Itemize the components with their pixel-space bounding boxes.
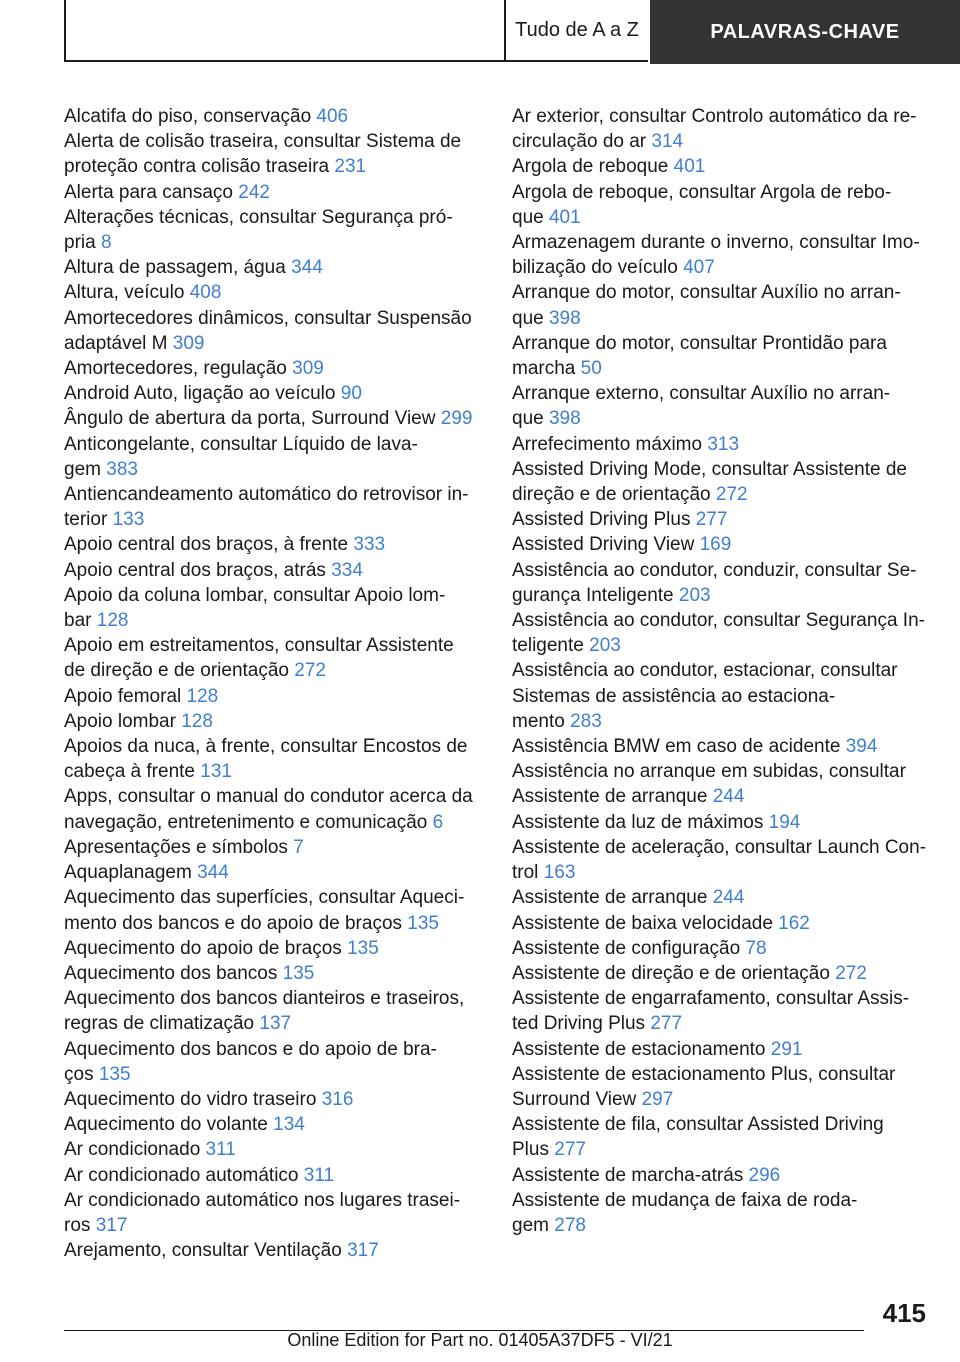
page-reference-link[interactable]: 272 bbox=[715, 484, 748, 506]
index-entry bbox=[512, 154, 932, 179]
index-entry-text: Assistência ao condutor, consultar Segurança In- bbox=[512, 610, 925, 632]
page-reference-link[interactable]: 194 bbox=[768, 811, 801, 833]
page-reference-link[interactable]: 316 bbox=[321, 1088, 354, 1110]
index-entry bbox=[512, 608, 932, 658]
page-reference-link[interactable]: 135 bbox=[98, 1063, 131, 1085]
index-entry bbox=[512, 1112, 932, 1162]
index-entry-text: Alerta de colisão traseira, consultar Sistema de bbox=[64, 131, 462, 153]
index-entry bbox=[64, 684, 484, 709]
index-entry-text: Apoio da coluna lombar, consultar Apoio lom- bbox=[64, 584, 446, 606]
page-reference-link[interactable]: 313 bbox=[707, 433, 740, 455]
index-entry bbox=[512, 180, 932, 230]
index-entry bbox=[64, 381, 484, 406]
index-entry bbox=[512, 104, 932, 154]
index-entry bbox=[512, 734, 932, 759]
index-entry-text: Assistente de arranque 244 bbox=[512, 887, 745, 909]
index-entry-text: Assistente de estacionamento 291 bbox=[512, 1038, 803, 1060]
index-entry-text: Amortecedores dinâmicos, consultar Suspensão bbox=[64, 307, 472, 329]
page-reference-link[interactable]: 128 bbox=[96, 610, 129, 632]
index-entry-text: Assistência BMW em caso de acidente 394 bbox=[512, 736, 878, 758]
index-entry-text: Argola de reboque, consultar Argola de rebo- bbox=[512, 181, 892, 203]
index-entry bbox=[512, 658, 932, 734]
index-entry-text: Ar condicionado 311 bbox=[64, 1139, 236, 1161]
index-entry-text: de direção e de orientação 272 bbox=[64, 660, 326, 682]
index-entry-text: Ar exterior, consultar Controlo automático da re- bbox=[512, 106, 917, 127]
index-entry bbox=[64, 558, 484, 583]
page-reference-link[interactable]: 383 bbox=[106, 458, 138, 480]
index-entry bbox=[64, 860, 484, 885]
page-reference-link[interactable]: 401 bbox=[673, 156, 706, 178]
index-entry-text: Alerta para cansaço 242 bbox=[64, 181, 270, 203]
index-entry-text: que 401 bbox=[512, 206, 581, 228]
index-entry bbox=[512, 432, 932, 457]
page-reference-link[interactable]: 334 bbox=[331, 559, 363, 581]
page-reference-link[interactable]: 309 bbox=[292, 358, 324, 380]
index-entry bbox=[512, 230, 932, 280]
index-entry-text: Aquecimento dos bancos dianteiros e traseiros, bbox=[64, 988, 465, 1010]
page-reference-link[interactable]: 272 bbox=[294, 660, 326, 682]
index-entry-text: Argola de reboque 401 bbox=[512, 156, 706, 178]
page-reference-link[interactable]: 203 bbox=[678, 584, 711, 606]
index-entry-text: mento dos bancos e do apoio de braços 135 bbox=[64, 912, 439, 934]
index-entry-text: Apresentações e símbolos 7 bbox=[64, 836, 304, 858]
index-entry bbox=[64, 1087, 484, 1112]
index-entry-text: Assisted Driving Plus 277 bbox=[512, 509, 728, 531]
header-chapter-tab: PALAVRAS-CHAVE bbox=[650, 0, 960, 64]
index-entry-text: Ângulo de abertura da porta, Surround View 299 bbox=[64, 408, 473, 430]
index-entry-text: Altura, veículo 408 bbox=[64, 282, 222, 304]
page-reference-link[interactable]: 277 bbox=[650, 1013, 683, 1035]
index-entry-text: Assistente de estacionamento Plus, consultar bbox=[512, 1063, 896, 1085]
index-entry bbox=[64, 406, 484, 431]
index-entry-text: Apps, consultar o manual do condutor acerca da bbox=[64, 786, 473, 808]
index-entry-text: Aquaplanagem 344 bbox=[64, 862, 229, 884]
page-reference-link[interactable]: 278 bbox=[554, 1214, 586, 1236]
index-entry-text: Assisted Driving Mode, consultar Assistente de bbox=[512, 458, 907, 480]
page-reference-link[interactable]: 242 bbox=[238, 181, 270, 203]
index-entry bbox=[64, 1188, 484, 1238]
index-entry-text: ços 135 bbox=[64, 1063, 131, 1085]
index-entry-text: cabeça à frente 131 bbox=[64, 761, 232, 783]
index-entry-text: Assistente de direção e de orientação 272 bbox=[512, 962, 867, 984]
index-entry bbox=[512, 507, 932, 532]
index-entry-text: Antiencandeamento automático do retrovisor in- bbox=[64, 484, 469, 506]
index-entry-text: Aquecimento do apoio de braços 135 bbox=[64, 937, 379, 959]
index-entry-text: Aquecimento dos bancos e do apoio de bra- bbox=[64, 1038, 437, 1060]
index-entry-text: gurança Inteligente 203 bbox=[512, 584, 711, 606]
index-entry bbox=[512, 381, 932, 431]
page-header bbox=[64, 0, 960, 64]
index-entry-text: proteção contra colisão traseira 231 bbox=[64, 156, 367, 178]
index-entry-text: Aquecimento das superfícies, consultar Aqueci- bbox=[64, 887, 465, 909]
index-entry bbox=[64, 1238, 484, 1263]
index-entry-text: trol 163 bbox=[512, 862, 576, 884]
page-reference-link[interactable]: 297 bbox=[641, 1088, 674, 1110]
index-entry-text: Assistente de baixa velocidade 162 bbox=[512, 912, 810, 934]
index-entry bbox=[64, 835, 484, 860]
index-entry bbox=[512, 810, 932, 835]
page-reference-link[interactable]: 398 bbox=[548, 307, 581, 329]
index-entry-text: Assistência ao condutor, estacionar, consultar bbox=[512, 660, 898, 682]
index-entry-text: Ar condicionado automático 311 bbox=[64, 1164, 335, 1186]
index-entry-text: Aquecimento do vidro traseiro 316 bbox=[64, 1088, 354, 1110]
page-reference-link[interactable]: 406 bbox=[316, 106, 349, 127]
index-entry bbox=[512, 558, 932, 608]
page-reference-link[interactable]: 344 bbox=[197, 862, 229, 884]
page-reference-link[interactable]: 333 bbox=[353, 534, 386, 556]
page-reference-link[interactable]: 299 bbox=[440, 408, 473, 430]
index-entry bbox=[512, 532, 932, 557]
index-entry bbox=[512, 759, 932, 809]
index-entry-text: ted Driving Plus 277 bbox=[512, 1013, 683, 1035]
index-entry bbox=[64, 885, 484, 935]
index-column-right bbox=[512, 104, 932, 1238]
index-entry bbox=[512, 911, 932, 936]
index-column-left bbox=[64, 104, 484, 1263]
index-entry-text: Alterações técnicas, consultar Segurança pró- bbox=[64, 206, 453, 228]
index-entry-text: gem 383 bbox=[64, 458, 138, 480]
page-reference-link[interactable]: 291 bbox=[770, 1038, 803, 1060]
index-entry bbox=[64, 936, 484, 961]
page-reference-link[interactable]: 135 bbox=[407, 912, 439, 934]
index-entry-text: Assistente da luz de máximos 194 bbox=[512, 811, 801, 833]
index-entry-text: Android Auto, ligação ao veículo 90 bbox=[64, 383, 362, 405]
index-entry bbox=[64, 104, 484, 129]
index-entry-text: Sistemas de assistência ao estaciona- bbox=[512, 685, 836, 707]
index-entry bbox=[512, 961, 932, 986]
index-entry bbox=[512, 457, 932, 507]
index-entry-text: Aquecimento dos bancos 135 bbox=[64, 962, 315, 984]
index-entry bbox=[512, 1163, 932, 1188]
index-entry bbox=[64, 482, 484, 532]
header-section-title: Tudo de A a Z bbox=[504, 0, 648, 62]
index-entry-text: Apoio em estreitamentos, consultar Assistente bbox=[64, 635, 454, 657]
page-reference-link[interactable]: 344 bbox=[291, 257, 323, 279]
index-entry-text: mento 283 bbox=[512, 710, 602, 732]
page-reference-link[interactable]: 272 bbox=[835, 962, 867, 984]
page-reference-link[interactable]: 311 bbox=[205, 1139, 236, 1161]
index-entry bbox=[64, 255, 484, 280]
page-reference-link[interactable]: 407 bbox=[683, 257, 715, 279]
index-entry-text: Apoio central dos braços, à frente 333 bbox=[64, 534, 386, 556]
index-entry-text: Assistente de marcha-atrás 296 bbox=[512, 1164, 781, 1186]
index-entry-text: Assistente de arranque 244 bbox=[512, 786, 745, 808]
page-reference-link[interactable]: 408 bbox=[189, 282, 222, 304]
index-entry bbox=[64, 961, 484, 986]
index-entry bbox=[64, 129, 484, 179]
page-reference-link[interactable]: 133 bbox=[112, 509, 145, 531]
index-entry-text: Plus 277 bbox=[512, 1139, 586, 1161]
index-entry-text: gem 278 bbox=[512, 1214, 586, 1236]
index-entry-text: Assistente de aceleração, consultar Launch Con- bbox=[512, 836, 927, 858]
index-entry-text: pria 8 bbox=[64, 232, 112, 254]
index-entry bbox=[64, 709, 484, 734]
index-entry bbox=[512, 1062, 932, 1112]
page-reference-link[interactable]: 163 bbox=[543, 862, 576, 884]
index-entry-text: Arranque externo, consultar Auxílio no arran- bbox=[512, 383, 891, 405]
index-entry-text: Assistência no arranque em subidas, consultar bbox=[512, 761, 906, 783]
page-reference-link[interactable]: 309 bbox=[172, 332, 205, 354]
index-entry-text: Assistência ao condutor, conduzir, consultar Se- bbox=[512, 559, 917, 581]
footer-edition-text: Online Edition for Part no. 01405A37DF5 - VI/21 bbox=[287, 1330, 673, 1350]
index-entry bbox=[512, 885, 932, 910]
index-entry-text: Arejamento, consultar Ventilação 317 bbox=[64, 1240, 379, 1262]
index-entry-text: Surround View 297 bbox=[512, 1088, 674, 1110]
index-entry bbox=[64, 1037, 484, 1087]
index-entry bbox=[512, 1188, 932, 1238]
page-reference-link[interactable]: 317 bbox=[347, 1240, 379, 1262]
page-reference-link[interactable]: 162 bbox=[778, 912, 810, 934]
page-reference-link[interactable]: 398 bbox=[548, 408, 581, 430]
index-entry-text: Armazenagem durante o inverno, consultar Imo- bbox=[512, 232, 920, 254]
page-reference-link[interactable]: 135 bbox=[282, 962, 315, 984]
page-reference-link[interactable]: 135 bbox=[347, 937, 379, 959]
index-entry-text: Assistente de engarrafamento, consultar Assis- bbox=[512, 988, 910, 1010]
index-entry-text: Arranque do motor, consultar Auxílio no arran- bbox=[512, 282, 901, 304]
index-entry-text: terior 133 bbox=[64, 509, 145, 531]
page-number: 415 bbox=[882, 1298, 926, 1328]
index-entry bbox=[64, 583, 484, 633]
index-entry bbox=[64, 633, 484, 683]
index-entry-text: Assistente de configuração 78 bbox=[512, 937, 767, 959]
page-reference-link[interactable]: 131 bbox=[200, 761, 232, 783]
index-entry-text: Arrefecimento máximo 313 bbox=[512, 433, 740, 455]
index-entry-text: bar 128 bbox=[64, 610, 129, 632]
page-reference-link[interactable]: 90 bbox=[340, 383, 362, 405]
page-reference-link[interactable]: 134 bbox=[273, 1114, 305, 1136]
index-entry bbox=[512, 331, 932, 381]
page-reference-link[interactable]: 283 bbox=[570, 710, 602, 732]
page-reference-link[interactable]: 50 bbox=[580, 358, 602, 380]
index-entry-text: Assisted Driving View 169 bbox=[512, 534, 732, 556]
index-entry bbox=[64, 784, 484, 834]
page-reference-link[interactable]: 244 bbox=[712, 887, 745, 909]
index-entry bbox=[64, 1112, 484, 1137]
index-entry-text: Anticongelante, consultar Líquido de lava- bbox=[64, 433, 418, 455]
index-entry-text: bilização do veículo 407 bbox=[512, 257, 715, 279]
index-entry bbox=[64, 180, 484, 205]
index-entry-text: circulação do ar 314 bbox=[512, 131, 684, 153]
index-entry-text: marcha 50 bbox=[512, 358, 602, 380]
index-entry-text: regras de climatização 137 bbox=[64, 1013, 292, 1035]
index-entry-text: que 398 bbox=[512, 307, 581, 329]
index-entry-text: Altura de passagem, água 344 bbox=[64, 257, 323, 279]
page-reference-link[interactable]: 311 bbox=[303, 1164, 335, 1186]
index-entry bbox=[64, 306, 484, 356]
page-reference-link[interactable]: 7 bbox=[293, 836, 304, 858]
page-reference-link[interactable]: 169 bbox=[699, 534, 732, 556]
index-entry-text: Amortecedores, regulação 309 bbox=[64, 358, 324, 380]
page-reference-link[interactable]: 277 bbox=[554, 1139, 586, 1161]
index-entry-text: Apoio lombar 128 bbox=[64, 710, 213, 732]
index-entry bbox=[64, 432, 484, 482]
page-reference-link[interactable]: 231 bbox=[334, 156, 367, 178]
index-entry bbox=[512, 936, 932, 961]
index-entry bbox=[512, 280, 932, 330]
page-reference-link[interactable]: 244 bbox=[712, 786, 745, 808]
index-entry bbox=[64, 1137, 484, 1162]
index-entry bbox=[64, 1163, 484, 1188]
index-entry-text: teligente 203 bbox=[512, 635, 621, 657]
page-reference-link[interactable]: 6 bbox=[432, 811, 444, 833]
index-entry-text: adaptável M 309 bbox=[64, 332, 205, 354]
index-entry-text: Assistente de fila, consultar Assisted Driving bbox=[512, 1114, 884, 1136]
index-entry-text: direção e de orientação 272 bbox=[512, 484, 748, 506]
index-entry-text: Apoios da nuca, à frente, consultar Encostos de bbox=[64, 736, 468, 758]
index-entry bbox=[64, 532, 484, 557]
index-entry-text: Aquecimento do volante 134 bbox=[64, 1114, 305, 1136]
index-entry bbox=[512, 1037, 932, 1062]
page-reference-link[interactable]: 394 bbox=[845, 736, 878, 758]
index-entry-text: que 398 bbox=[512, 408, 581, 430]
index-entry-text: ros 317 bbox=[64, 1214, 128, 1236]
page-reference-link[interactable]: 78 bbox=[745, 937, 767, 959]
index-entry-text: Arranque do motor, consultar Prontidão para bbox=[512, 332, 887, 354]
page-reference-link[interactable]: 314 bbox=[651, 131, 684, 153]
page-reference-link[interactable]: 8 bbox=[100, 232, 112, 254]
index-entry bbox=[512, 986, 932, 1036]
page-reference-link[interactable]: 401 bbox=[548, 206, 581, 228]
page-reference-link[interactable]: 277 bbox=[695, 509, 728, 531]
index-entry bbox=[64, 205, 484, 255]
page-reference-link[interactable]: 317 bbox=[95, 1214, 128, 1236]
index-entry-text: Apoio femoral 128 bbox=[64, 685, 219, 707]
index-entry bbox=[64, 356, 484, 381]
page-reference-link[interactable]: 137 bbox=[259, 1013, 292, 1035]
page-reference-link[interactable]: 296 bbox=[748, 1164, 781, 1186]
index-entry bbox=[64, 734, 484, 784]
page-reference-link[interactable]: 128 bbox=[181, 710, 213, 732]
index-entry-text: Apoio central dos braços, atrás 334 bbox=[64, 559, 363, 581]
index-entry-text: Alcatifa do piso, conservação 406 bbox=[64, 106, 349, 127]
index-entry bbox=[64, 280, 484, 305]
page-reference-link[interactable]: 128 bbox=[186, 685, 219, 707]
index-entry bbox=[512, 835, 932, 885]
index-entry-text: navegação, entretenimento e comunicação 6 bbox=[64, 811, 444, 833]
page-reference-link[interactable]: 203 bbox=[589, 635, 621, 657]
index-entry bbox=[64, 986, 484, 1036]
index-entry-text: Assistente de mudança de faixa de roda- bbox=[512, 1189, 858, 1211]
index-entry-text: Ar condicionado automático nos lugares trasei- bbox=[64, 1189, 461, 1211]
